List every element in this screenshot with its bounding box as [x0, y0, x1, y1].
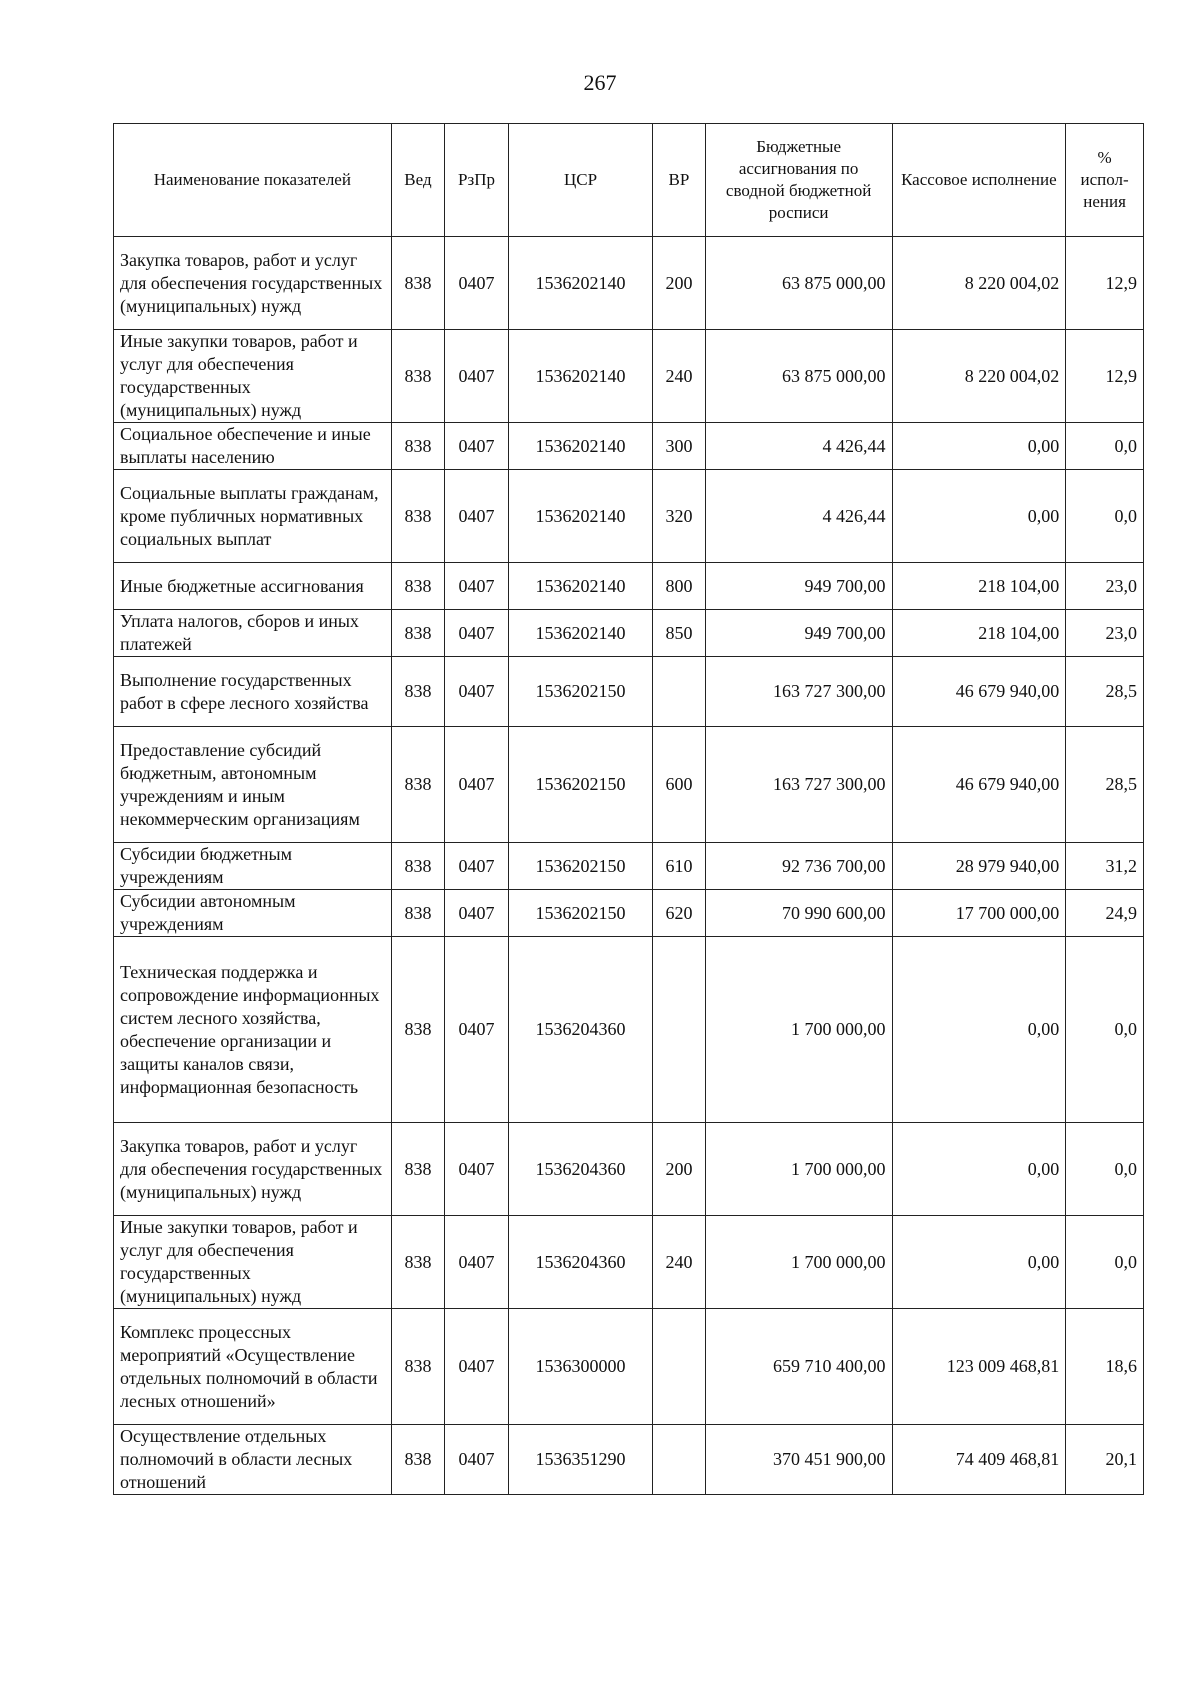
- row-rzpr: 0407: [445, 1425, 509, 1495]
- row-budget: 70 990 600,00: [705, 890, 892, 937]
- row-vr: 300: [653, 423, 706, 470]
- row-cash: 46 679 940,00: [892, 727, 1066, 843]
- row-cash: 218 104,00: [892, 610, 1066, 657]
- row-csr: 1536202140: [508, 423, 652, 470]
- row-pct: 24,9: [1066, 890, 1144, 937]
- table-row: [114, 470, 1144, 563]
- row-ved: 838: [391, 890, 445, 937]
- row-name: Комплекс процессных мероприятий «Осуществление отдельных полномочий в области лесных отношений»: [114, 1309, 392, 1425]
- row-rzpr: 0407: [445, 937, 509, 1123]
- table-row: [114, 330, 1144, 423]
- row-name: Субсидии бюджетным учреждениям: [114, 843, 392, 890]
- row-pct: 23,0: [1066, 610, 1144, 657]
- header-name: Наименование показателей: [114, 124, 392, 237]
- row-pct: 0,0: [1066, 1216, 1144, 1309]
- row-csr: 1536204360: [508, 1123, 652, 1216]
- row-budget: 949 700,00: [705, 563, 892, 610]
- table-row: [114, 890, 1144, 937]
- header-pct: % испол-нения: [1066, 124, 1144, 237]
- row-pct: 28,5: [1066, 657, 1144, 727]
- header-budget: Бюджетные ассигнования по сводной бюджетной росписи: [705, 124, 892, 237]
- row-budget: 92 736 700,00: [705, 843, 892, 890]
- row-ved: 838: [391, 563, 445, 610]
- row-rzpr: 0407: [445, 843, 509, 890]
- row-pct: 0,0: [1066, 937, 1144, 1123]
- row-ved: 838: [391, 1123, 445, 1216]
- row-csr: 1536202140: [508, 237, 652, 330]
- table-row: [114, 1425, 1144, 1495]
- row-budget: 1 700 000,00: [705, 937, 892, 1123]
- row-cash: 0,00: [892, 470, 1066, 563]
- table-row: [114, 727, 1144, 843]
- row-csr: 1536204360: [508, 1216, 652, 1309]
- row-vr: 610: [653, 843, 706, 890]
- table-body: [114, 237, 1144, 1495]
- row-rzpr: 0407: [445, 727, 509, 843]
- row-rzpr: 0407: [445, 610, 509, 657]
- table-row: [114, 610, 1144, 657]
- row-cash: 0,00: [892, 937, 1066, 1123]
- row-pct: 0,0: [1066, 470, 1144, 563]
- row-budget: 163 727 300,00: [705, 727, 892, 843]
- row-rzpr: 0407: [445, 1309, 509, 1425]
- row-ved: 838: [391, 1425, 445, 1495]
- row-pct: 12,9: [1066, 330, 1144, 423]
- row-pct: 20,1: [1066, 1425, 1144, 1495]
- row-ved: 838: [391, 610, 445, 657]
- row-vr: 320: [653, 470, 706, 563]
- row-ved: 838: [391, 727, 445, 843]
- row-csr: 1536202140: [508, 610, 652, 657]
- table-row: [114, 1309, 1144, 1425]
- row-csr: 1536202150: [508, 890, 652, 937]
- row-budget: 63 875 000,00: [705, 330, 892, 423]
- row-csr: 1536202140: [508, 470, 652, 563]
- row-vr: [653, 1425, 706, 1495]
- row-name: Иные закупки товаров, работ и услуг для обеспечения государственных (муниципальных) нужд: [114, 330, 392, 423]
- row-name: Уплата налогов, сборов и иных платежей: [114, 610, 392, 657]
- row-vr: 800: [653, 563, 706, 610]
- row-rzpr: 0407: [445, 657, 509, 727]
- budget-table: [113, 123, 1144, 1495]
- row-rzpr: 0407: [445, 1216, 509, 1309]
- header-vr: ВР: [653, 124, 706, 237]
- row-ved: 838: [391, 423, 445, 470]
- row-ved: 838: [391, 1216, 445, 1309]
- row-cash: 74 409 468,81: [892, 1425, 1066, 1495]
- row-budget: 949 700,00: [705, 610, 892, 657]
- row-pct: 28,5: [1066, 727, 1144, 843]
- row-budget: 63 875 000,00: [705, 237, 892, 330]
- row-name: Иные бюджетные ассигнования: [114, 563, 392, 610]
- row-rzpr: 0407: [445, 1123, 509, 1216]
- row-vr: 200: [653, 237, 706, 330]
- table-row: [114, 423, 1144, 470]
- row-vr: 850: [653, 610, 706, 657]
- row-vr: 620: [653, 890, 706, 937]
- row-csr: 1536202150: [508, 727, 652, 843]
- row-budget: 659 710 400,00: [705, 1309, 892, 1425]
- row-rzpr: 0407: [445, 423, 509, 470]
- row-rzpr: 0407: [445, 890, 509, 937]
- row-ved: 838: [391, 657, 445, 727]
- row-name: Закупка товаров, работ и услуг для обеспечения государственных (муниципальных) нужд: [114, 237, 392, 330]
- row-pct: 0,0: [1066, 423, 1144, 470]
- row-cash: 28 979 940,00: [892, 843, 1066, 890]
- row-csr: 1536202140: [508, 330, 652, 423]
- table-header-row: [114, 124, 1144, 237]
- row-name: Социальное обеспечение и иные выплаты населению: [114, 423, 392, 470]
- row-cash: 8 220 004,02: [892, 330, 1066, 423]
- row-cash: 17 700 000,00: [892, 890, 1066, 937]
- row-rzpr: 0407: [445, 470, 509, 563]
- row-budget: 1 700 000,00: [705, 1123, 892, 1216]
- header-cash: Кассовое исполнение: [892, 124, 1066, 237]
- row-budget: 4 426,44: [705, 423, 892, 470]
- row-name: Выполнение государственных работ в сфере лесного хозяйства: [114, 657, 392, 727]
- row-name: Иные закупки товаров, работ и услуг для обеспечения государственных (муниципальных) нужд: [114, 1216, 392, 1309]
- row-vr: [653, 937, 706, 1123]
- row-ved: 838: [391, 470, 445, 563]
- row-name: Закупка товаров, работ и услуг для обеспечения государственных (муниципальных) нужд: [114, 1123, 392, 1216]
- row-ved: 838: [391, 843, 445, 890]
- row-vr: [653, 657, 706, 727]
- table-row: [114, 563, 1144, 610]
- row-cash: 8 220 004,02: [892, 237, 1066, 330]
- header-csr: ЦСР: [508, 124, 652, 237]
- row-csr: 1536351290: [508, 1425, 652, 1495]
- row-pct: 23,0: [1066, 563, 1144, 610]
- row-name: Осуществление отдельных полномочий в области лесных отношений: [114, 1425, 392, 1495]
- row-ved: 838: [391, 237, 445, 330]
- header-rzpr: РзПр: [445, 124, 509, 237]
- row-name: Социальные выплаты гражданам, кроме публичных нормативных социальных выплат: [114, 470, 392, 563]
- row-name: Субсидии автономным учреждениям: [114, 890, 392, 937]
- row-vr: 200: [653, 1123, 706, 1216]
- row-cash: 218 104,00: [892, 563, 1066, 610]
- row-budget: 370 451 900,00: [705, 1425, 892, 1495]
- table-row: [114, 1123, 1144, 1216]
- row-budget: 163 727 300,00: [705, 657, 892, 727]
- row-pct: 31,2: [1066, 843, 1144, 890]
- row-name: Предоставление субсидий бюджетным, автономным учреждениям и иным некоммерческим организациям: [114, 727, 392, 843]
- row-cash: 0,00: [892, 1216, 1066, 1309]
- row-pct: 0,0: [1066, 1123, 1144, 1216]
- table-row: [114, 1216, 1144, 1309]
- row-csr: 1536204360: [508, 937, 652, 1123]
- row-cash: 46 679 940,00: [892, 657, 1066, 727]
- row-pct: 18,6: [1066, 1309, 1144, 1425]
- row-rzpr: 0407: [445, 563, 509, 610]
- row-vr: 600: [653, 727, 706, 843]
- row-pct: 12,9: [1066, 237, 1144, 330]
- row-csr: 1536202140: [508, 563, 652, 610]
- row-cash: 123 009 468,81: [892, 1309, 1066, 1425]
- row-ved: 838: [391, 937, 445, 1123]
- table-row: [114, 937, 1144, 1123]
- table-row: [114, 843, 1144, 890]
- page-number: 267: [583, 70, 617, 95]
- table-row: [114, 657, 1144, 727]
- row-csr: 1536202150: [508, 657, 652, 727]
- row-rzpr: 0407: [445, 330, 509, 423]
- header-ved: Вед: [391, 124, 445, 237]
- row-csr: 1536202150: [508, 843, 652, 890]
- row-vr: 240: [653, 1216, 706, 1309]
- row-budget: 4 426,44: [705, 470, 892, 563]
- table-row: [114, 237, 1144, 330]
- row-rzpr: 0407: [445, 237, 509, 330]
- row-cash: 0,00: [892, 1123, 1066, 1216]
- row-vr: 240: [653, 330, 706, 423]
- row-budget: 1 700 000,00: [705, 1216, 892, 1309]
- row-ved: 838: [391, 1309, 445, 1425]
- row-csr: 1536300000: [508, 1309, 652, 1425]
- row-vr: [653, 1309, 706, 1425]
- row-cash: 0,00: [892, 423, 1066, 470]
- row-name: Техническая поддержка и сопровождение информационных систем лесного хозяйства, обеспечение организации и защиты каналов связи, информационная безопасность: [114, 937, 392, 1123]
- row-ved: 838: [391, 330, 445, 423]
